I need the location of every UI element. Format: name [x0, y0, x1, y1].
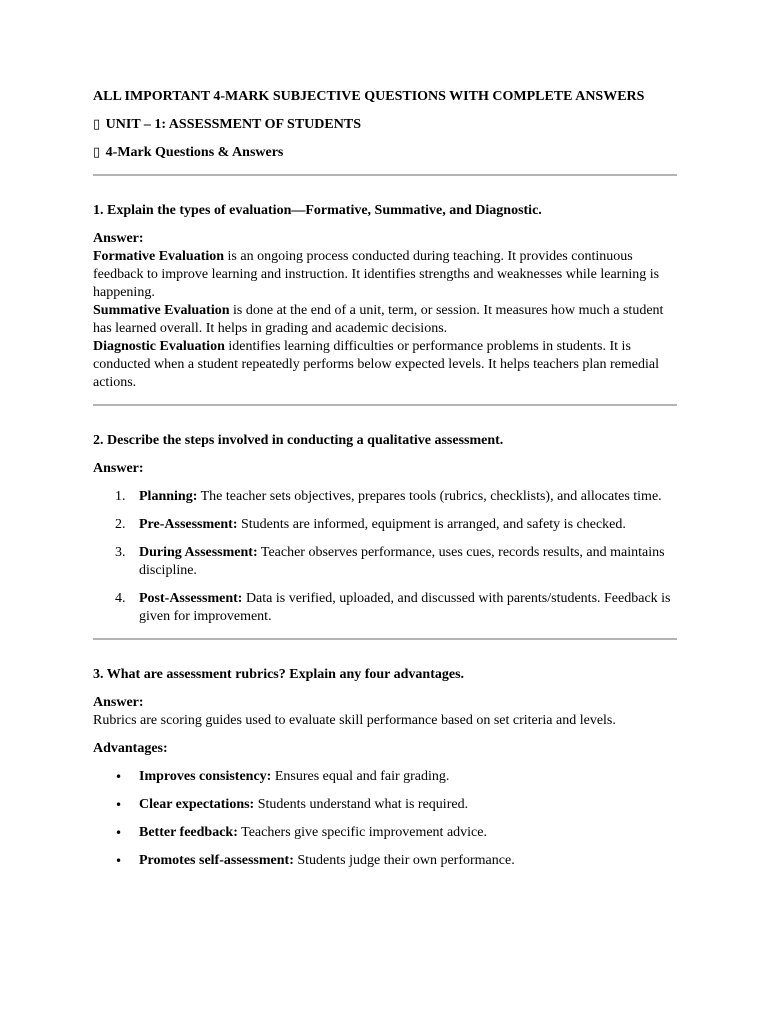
list-number: 2. — [115, 517, 126, 532]
answer-label: Answer: — [93, 461, 144, 476]
list-item — [93, 516, 677, 534]
steps-list — [93, 488, 677, 626]
advantages-list — [93, 768, 677, 870]
definition: Ensures equal and fair grading. — [271, 769, 450, 784]
list-item — [93, 590, 677, 626]
bullet-icon: • — [115, 854, 123, 868]
term: Post-Assessment: — [139, 591, 243, 606]
term: Formative Evaluation — [93, 249, 225, 264]
definition: identifies learning difficulties or performance problems in students. It is conducted when a student repeatedly performs below expected levels. It helps teachers plan remedial actions. — [93, 339, 659, 390]
missing-glyph-icon: ▯ — [93, 145, 101, 160]
definition: Teacher observes performance, uses cues, records results, and maintains discipline. — [139, 545, 665, 578]
list-item — [93, 544, 677, 580]
answer-label: Answer: — [93, 695, 144, 710]
definition: Students are informed, equipment is arranged, and safety is checked. — [237, 517, 626, 532]
document-content — [93, 88, 677, 880]
divider — [93, 174, 677, 176]
question-3: 3. What are assessment rubrics? Explain any four advantages. — [93, 667, 465, 682]
bullet-icon: • — [115, 770, 123, 784]
answer-paragraph — [93, 338, 677, 392]
unit-heading — [93, 116, 677, 134]
definition: Students judge their own performance. — [293, 853, 515, 868]
question-2: 2. Describe the steps involved in conducting a qualitative assessment. — [93, 433, 504, 448]
definition: The teacher sets objectives, prepares tools (rubrics, checklists), and allocates time. — [197, 489, 662, 504]
term: Summative Evaluation — [93, 303, 230, 318]
list-item — [93, 824, 677, 842]
list-item — [93, 488, 677, 506]
term: Promotes self-assessment: — [139, 853, 294, 868]
list-item — [93, 768, 677, 786]
definition: Data is verified, uploaded, and discussed with parents/students. Feedback is given for improvement. — [139, 591, 671, 624]
unit-heading-text: UNIT – 1: ASSESSMENT OF STUDENTS — [105, 117, 361, 132]
definition: is an ongoing process conducted during teaching. It provides continuous feedback to improve learning and instruction. It identifies strengths and weaknesses while learning is happening. — [93, 249, 660, 300]
term: Clear expectations: — [139, 797, 255, 812]
list-number: 1. — [115, 489, 126, 504]
term: Pre-Assessment: — [139, 517, 238, 532]
list-item — [93, 852, 677, 870]
bullet-icon: • — [115, 798, 123, 812]
term: Planning: — [139, 489, 198, 504]
divider — [93, 638, 677, 640]
term: During Assessment: — [139, 545, 258, 560]
answer-paragraph — [93, 248, 677, 302]
definition: Teachers give specific improvement advice. — [237, 825, 487, 840]
section-heading-text: 4-Mark Questions & Answers — [105, 145, 284, 160]
list-number: 4. — [115, 591, 126, 606]
list-number: 3. — [115, 545, 126, 560]
missing-glyph-icon: ▯ — [93, 117, 101, 132]
term: Better feedback: — [139, 825, 238, 840]
definition: is done at the end of a unit, term, or session. It measures how much a student has learned overall. It helps in grading and academic decisions. — [93, 303, 664, 336]
term: Diagnostic Evaluation — [93, 339, 225, 354]
answer-label: Answer: — [93, 231, 144, 246]
question-1: 1. Explain the types of evaluation—Formative, Summative, and Diagnostic. — [93, 203, 542, 218]
answer-paragraph: Rubrics are scoring guides used to evaluate skill performance based on set criteria and levels. — [93, 713, 616, 728]
section-heading — [93, 144, 677, 162]
answer-paragraph — [93, 302, 677, 338]
document-title: ALL IMPORTANT 4-MARK SUBJECTIVE QUESTIONS WITH COMPLETE ANSWERS — [93, 89, 645, 104]
advantages-label: Advantages: — [93, 741, 168, 756]
term: Improves consistency: — [139, 769, 272, 784]
list-item — [93, 796, 677, 814]
divider — [93, 404, 677, 406]
definition: Students understand what is required. — [254, 797, 469, 812]
bullet-icon: • — [115, 826, 123, 840]
